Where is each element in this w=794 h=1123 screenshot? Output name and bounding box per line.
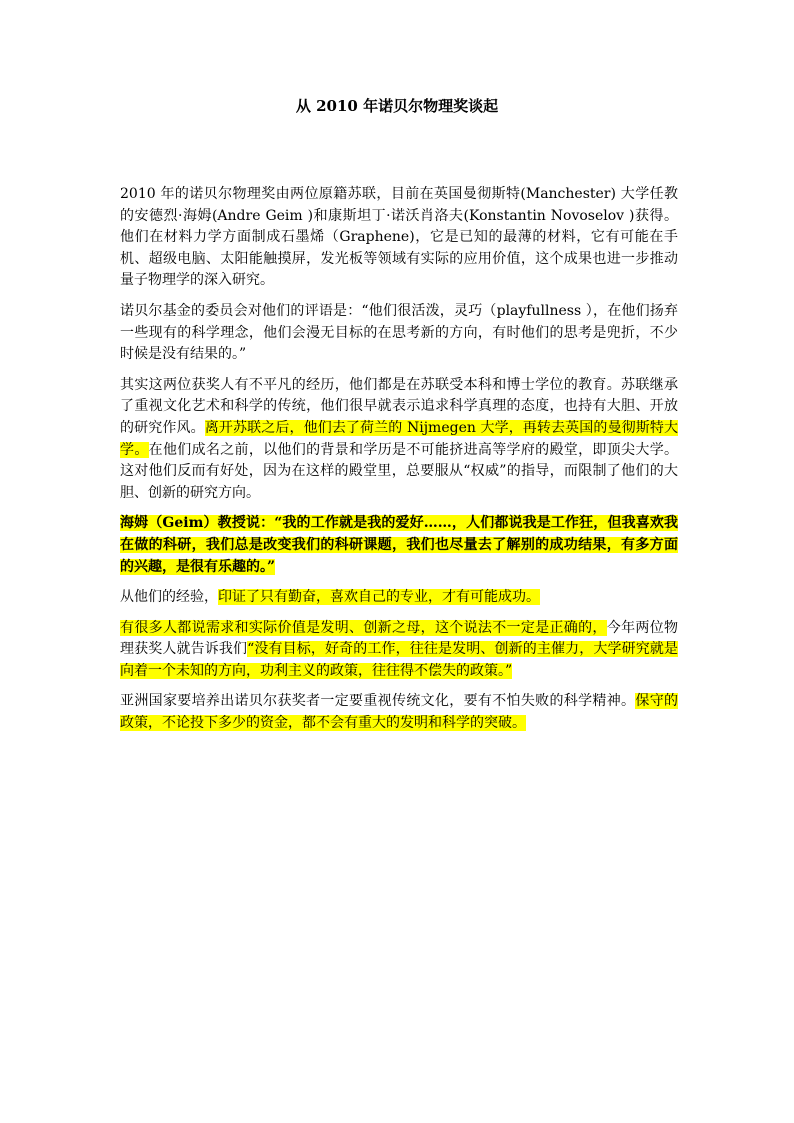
- paragraph: [120, 618, 678, 683]
- paragraph: [120, 375, 678, 505]
- highlighted-text: “没有目标，好奇的工作，往往是发明、创新的主催力，大学研究就是向着一个未知的方向，功利主义的政策，往往得不偿失的政策。”: [120, 641, 679, 679]
- paragraph-text: 今年两位物理获奖人就告诉我们: [120, 619, 679, 658]
- highlighted-text: 有很多人都说需求和实际价值是发明、创新之母，这个说法不一定是正确的，: [120, 619, 607, 636]
- document-title: 从 2010 年诺贝尔物理奖谈起: [295, 97, 499, 115]
- paragraph: [120, 587, 678, 609]
- paragraph: [120, 301, 678, 366]
- highlighted-text: 印证了只有勤奋，喜欢自己的专业，才有可能成功。: [218, 589, 540, 606]
- paragraph-text: 亚洲国家要培养出诺贝尔获奖者一定要重视传统文化，要有不怕失败的科学精神。: [120, 693, 636, 710]
- paragraph-text: 诺贝尔基金的委员会对他们的评语是：“他们很活泼，灵巧（playfullness ），在他们扬弃一些现有的科学理念，他们会漫无目标的在思考新的方向，有时他们的思考是兜折，不少时候是没有结果的。”: [120, 302, 678, 363]
- document-body: [120, 184, 678, 744]
- paragraph-text: 其实这两位获奖人有不平凡的经历，他们都是在苏联受本科和博士学位的教育。苏联继承了重视文化艺术和科学的传统，他们很早就表示追求科学真理的态度，也持有大胆、开放的研究作风。: [120, 376, 678, 436]
- paragraph-text: 2010 年的诺贝尔物理奖由两位原籍苏联，目前在英国曼彻斯特(Manchester) 大学任教的安德烈·海姆(Andre Geim )和康斯坦丁·诺沃肖洛夫(Konstantin Novoselov )获得。他们在材料力学方面制成石墨烯（Graphene)，它是已知的最薄的材料，它有可能在手机、超级电脑、太阳能触摸屏，发光板等领域有实际的应用价值，这个成果也进一步推动量子物理学的深入研究。: [120, 186, 678, 289]
- paragraph: [120, 513, 678, 578]
- highlighted-text: 保守的政策，不论投下多少的资金，都不会有重大的发明和科学的突破。: [120, 693, 679, 732]
- highlighted-text: 海姆（Geim）教授说：“我的工作就是我的爱好……，人们都说我是工作狂，但我喜欢我在做的科研，我们总是改变我们的科研课题，我们也尽量去了解别的成功结果，有多方面的兴趣，是很有乐趣的。”: [120, 515, 678, 575]
- paragraph-text: 在他们成名之前，以他们的背景和学历是不可能挤进高等学府的殿堂，即顶尖大学。这对他们反而有好处，因为在这样的殿堂里，总要服从“权威”的指导，而限制了他们的大胆、创新的研究方向。: [120, 441, 679, 501]
- highlighted-text: 离开苏联之后，他们去了荷兰的 Nijmegen 大学，再转去英国的曼彻斯特大学。: [120, 419, 679, 458]
- paragraph: [120, 184, 678, 292]
- paragraph: [120, 691, 678, 734]
- paragraph-text: 从他们的经验，: [120, 589, 218, 606]
